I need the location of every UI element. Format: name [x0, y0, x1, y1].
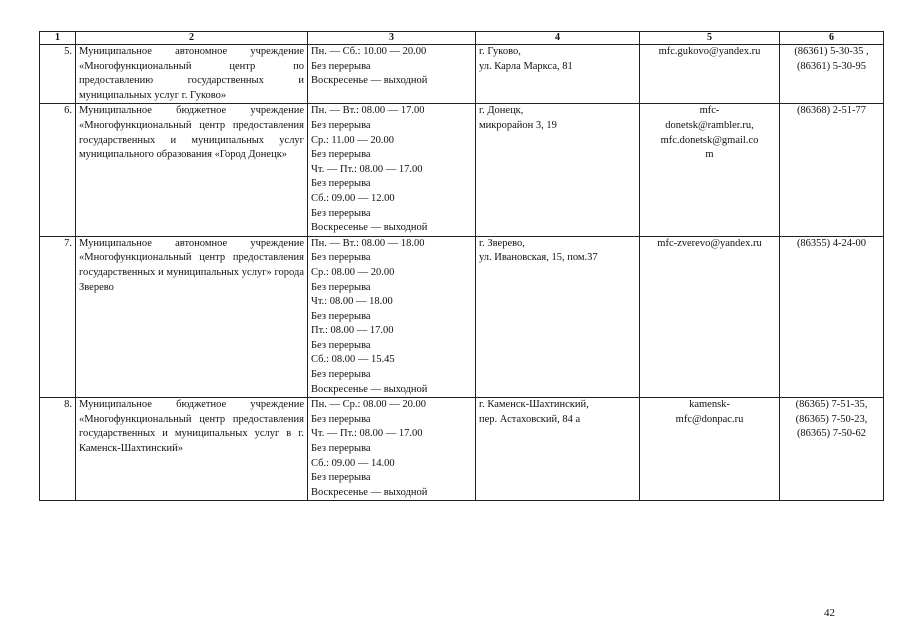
phone — [780, 45, 884, 104]
phone-line: (86365) 7-51-35, — [795, 399, 868, 411]
phone-line: (86355) 4-24-00 — [796, 237, 867, 249]
working-hours — [308, 45, 476, 104]
hours-line: Ср.: 08.00 — 20.00 — [311, 266, 395, 278]
address-line: ул. Ивановская, 15, пом.37 — [479, 252, 598, 264]
address — [476, 45, 640, 104]
email-line: mfc- — [699, 105, 720, 117]
working-hours — [308, 104, 476, 236]
hours-line: Без перерыва — [311, 310, 371, 322]
email-line: m — [705, 149, 714, 161]
address-line: г. Донецк, — [479, 105, 524, 117]
hours-line: Без перерыва — [311, 443, 371, 455]
address — [476, 104, 640, 236]
address-line: г. Зверево, — [479, 237, 525, 249]
hours-line: Ср.: 11.00 — 20.00 — [311, 134, 395, 146]
hours-line: Воскресенье — выходной — [311, 383, 428, 395]
table-row — [40, 45, 884, 104]
hours-line: Без перерыва — [311, 252, 371, 264]
phone — [780, 398, 884, 501]
hours-line: Чт. — Пт.: 08.00 — 17.00 — [311, 428, 423, 440]
phone-line: (86365) 7-50-62 — [796, 428, 867, 440]
phone-line: (86365) 7-50-23, — [795, 413, 868, 425]
header-cell-3: 3 — [308, 32, 476, 45]
row-number: 6. — [40, 104, 76, 236]
row-number: 8. — [40, 398, 76, 501]
hours-line: Пн. — Вт.: 08.00 — 17.00 — [311, 105, 425, 117]
hours-line: Без перерыва — [311, 281, 371, 293]
hours-line: Без перерыва — [311, 472, 371, 484]
organization-name: Муниципальное бюджетное учреждение «Многофункциональный центр предоставления государственных и муниципальных услуг в г. Каменск-Шахтинский» — [76, 398, 308, 501]
hours-line: Без перерыва — [311, 207, 371, 219]
email — [640, 398, 780, 501]
organization-name: Муниципальное бюджетное учреждение «Многофункциональный центр предоставления государственных и муниципальных услуг муниципального образования «Город Донецк» — [76, 104, 308, 236]
hours-line: Пт.: 08.00 — 17.00 — [311, 325, 394, 337]
mfc-table — [39, 31, 884, 501]
phone — [780, 236, 884, 398]
address — [476, 398, 640, 501]
hours-line: Без перерыва — [311, 339, 371, 351]
header-cell-6: 6 — [780, 32, 884, 45]
hours-line: Пн. — Вт.: 08.00 — 18.00 — [311, 237, 425, 249]
phone-line: (86361) 5-30-35 , — [794, 46, 869, 57]
header-cell-5: 5 — [640, 32, 780, 45]
hours-line: Чт. — Пт.: 08.00 — 17.00 — [311, 163, 423, 175]
email-line: mfc.donetsk@gmail.co — [660, 134, 759, 146]
header-cell-1: 1 — [40, 32, 76, 45]
phone-line: (86368) 2-51-77 — [796, 105, 867, 117]
table-row — [40, 104, 884, 236]
email-line: donetsk@rambler.ru, — [665, 119, 754, 131]
hours-line: Без перерыва — [311, 149, 371, 161]
address — [476, 236, 640, 398]
header-cell-4: 4 — [476, 32, 640, 45]
table-row — [40, 236, 884, 398]
hours-line: Воскресенье — выходной — [311, 222, 428, 234]
address-line: г. Каменск-Шахтинский, — [479, 399, 589, 411]
hours-line: Пн. — Ср.: 08.00 — 20.00 — [311, 399, 426, 411]
hours-line: Сб.: 09.00 — 14.00 — [311, 457, 395, 469]
working-hours — [308, 236, 476, 398]
page-number: 42 — [824, 607, 835, 619]
header-row — [40, 32, 884, 45]
phone-line: (86361) 5-30-95 — [796, 60, 867, 72]
table-row — [40, 398, 884, 501]
hours-line: Сб.: 09.00 — 12.00 — [311, 192, 395, 204]
row-number: 5. — [40, 45, 76, 104]
hours-line: Без перерыва — [311, 178, 371, 190]
email — [640, 236, 780, 398]
organization-name: Муниципальное автономное учреждение «Многофункциональный центр по предоставлению государственных и муниципальных услуг г. Гуково» — [76, 45, 308, 104]
address-line: микрорайон 3, 19 — [479, 119, 557, 131]
row-number: 7. — [40, 236, 76, 398]
address-line: г. Гуково, — [479, 46, 521, 57]
hours-line: Без перерыва — [311, 60, 371, 72]
working-hours — [308, 398, 476, 501]
hours-line: Воскресенье — выходной — [311, 486, 428, 498]
address-line: пер. Астаховский, 84 а — [479, 413, 581, 425]
email-line: mfc-zverevo@yandex.ru — [657, 237, 762, 249]
phone — [780, 104, 884, 236]
hours-line: Без перерыва — [311, 413, 371, 425]
email-line: kamensk- — [689, 399, 730, 411]
address-line: ул. Карла Маркса, 81 — [479, 60, 573, 72]
hours-line: Пн. — Сб.: 10.00 — 20.00 — [311, 46, 427, 57]
email-line: mfc.gukovo@yandex.ru — [658, 46, 761, 57]
hours-line: Сб.: 08.00 — 15.45 — [311, 354, 395, 366]
organization-name: Муниципальное автономное учреждение «Многофункциональный центр предоставления государственных и муниципальных услуг» города Зверево — [76, 236, 308, 398]
hours-line: Без перерыва — [311, 369, 371, 381]
email-line: mfc@donpac.ru — [675, 413, 744, 425]
hours-line: Без перерыва — [311, 119, 371, 131]
hours-line: Чт.: 08.00 — 18.00 — [311, 296, 393, 308]
email — [640, 104, 780, 236]
header-cell-2: 2 — [76, 32, 308, 45]
hours-line: Воскресенье — выходной — [311, 75, 428, 87]
email — [640, 45, 780, 104]
